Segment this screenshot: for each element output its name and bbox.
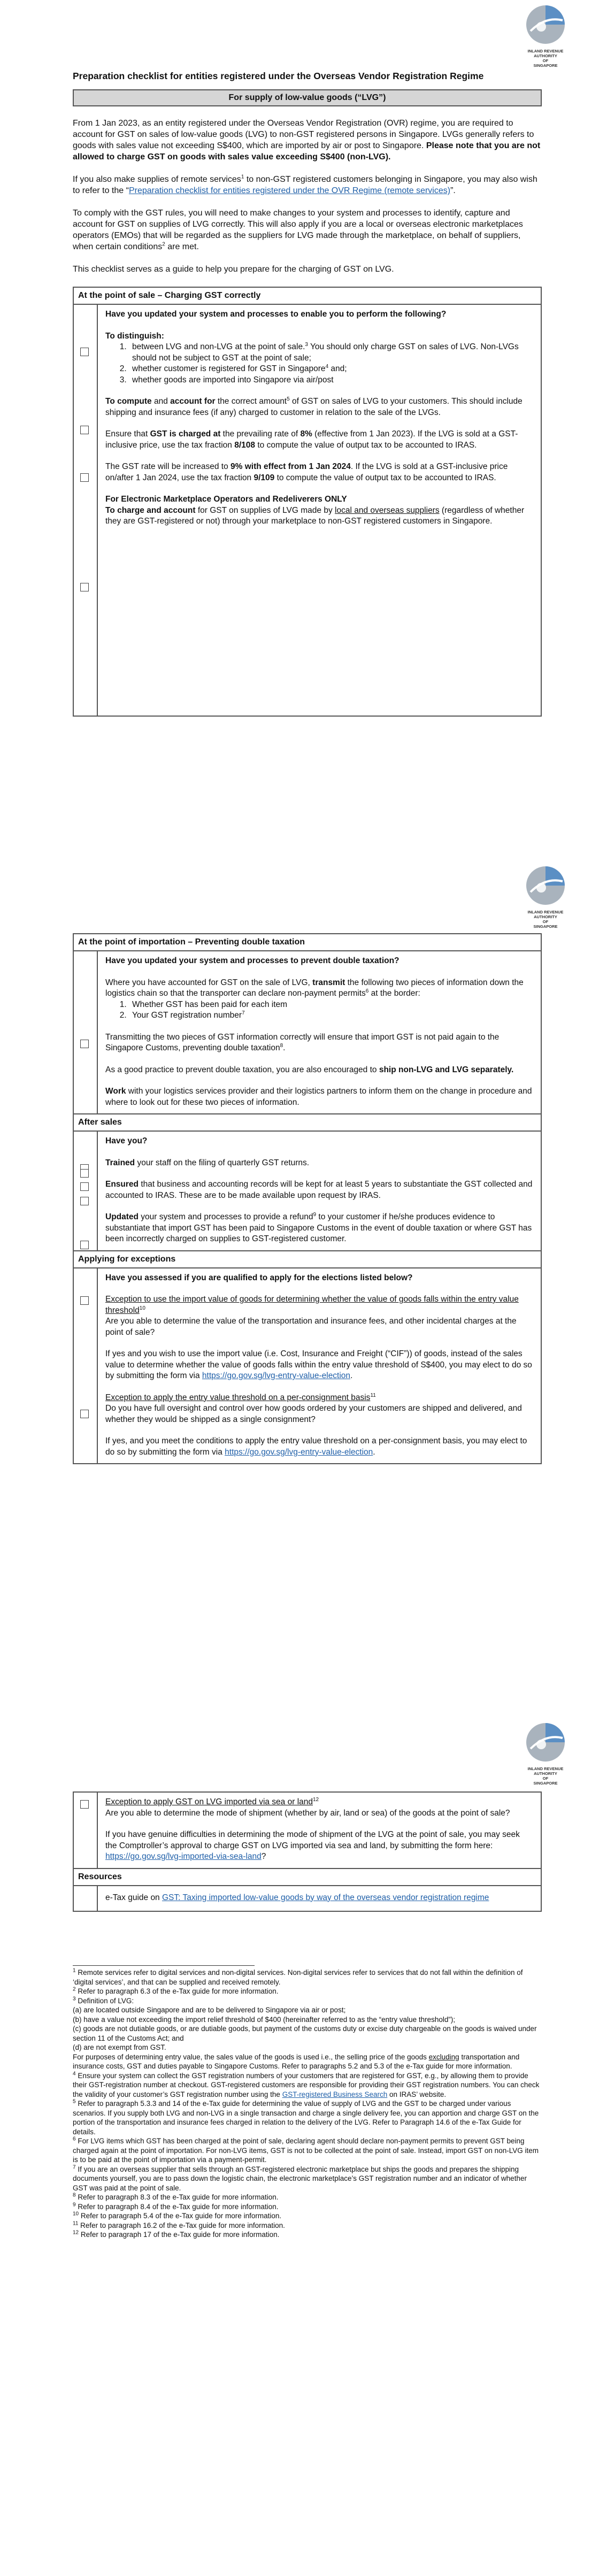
footnote-2: $^2$ Refer to paragraph 6.3 of the e-Tax guide for more information. <box>73 1986 279 1995</box>
checkbox-import-value-exception[interactable] <box>80 1296 89 1305</box>
iras-emblem-icon <box>525 865 566 906</box>
gst-business-search-link[interactable]: GST-registered Business Search <box>282 2090 388 2098</box>
per-consignment-election: If yes, and you meet the conditions to apply the entry value threshold on a per-consignment basis, you may elect to do so by submitting the form via https://go.gov.sg/lvg-entry-value-election. <box>105 1436 527 1457</box>
logo-line: INLAND REVENUE <box>527 49 564 53</box>
checkbox-refund[interactable] <box>80 1241 89 1249</box>
sea-land-form-link[interactable]: https://go.gov.sg/lvg-imported-via-sea-land <box>105 1852 262 1861</box>
after-question: Have you? <box>105 1136 148 1145</box>
footnote-10: $^{10}$ Refer to paragraph 5.4 of the e-Tax guide for more information. <box>73 2211 282 2220</box>
footnote-3-note: For purposes of determining entry value, the sales value of the goods is used i.e., the selling price of the goods excluding transportation and insurance costs, GST and duties payable to Singapore Customs. Refer to paragraphs 5.2 and 5.3 of the e-Tax guide for more information. <box>73 2052 520 2070</box>
footnote-5: $^5$ Refer to paragraph 5.3.3 and 14 of the e-Tax guide for determining the value of supply of LVG and the GST to be charged under various scenarios. If you supply both LVG and non-LVG in a single transaction and charge a single delivery fee, you can apportion and charge GST on the portion of the transportation and insurance fees charged in relation to the delivery of the LVG. Refer to Paragraph 14.6 of the e-Tax Guide for details. <box>73 2098 539 2136</box>
logo-line: OF <box>542 58 549 63</box>
footnote-3-item: (d) are not exempt from GST. <box>73 2043 166 2051</box>
footnote-4: $^4$ Ensure your system can collect the GST registration numbers of your customers that are registered for GST, e.g., by allowing them to provide their GST-registration number at checkout. GST-registered customers are responsible for providing their GST registration numbers. You can check the validity of your customer’s GST registration number using the GST-registered Business Search on IRAS’ website. <box>73 2071 540 2098</box>
import-question: Have you updated your system and processes to prevent double taxation? <box>105 956 399 965</box>
footnote-divider <box>73 1965 255 1966</box>
section-heading: Applying for exceptions <box>74 1250 541 1268</box>
transmit-note: Transmitting the two pieces of GST information correctly will ensure that import GST is not paid again to the Singapore Customs, preventing double taxation$^8$. <box>105 1032 500 1052</box>
intro-paragraph-3: To comply with the GST rules, you will need to make changes to your system and processes to identify, capture and account for GST on supplies of LVG correctly. This will also apply if you are a local or overseas electronic marketplaces operators (EMOs) that will be regarded as the suppliers for LVG made through the marketplace, on behalf of suppliers, when certain conditions$^2$ are met. <box>73 209 523 251</box>
entry-value-election-link-2[interactable]: https://go.gov.sg/lvg-entry-value-election <box>225 1447 373 1457</box>
intro-paragraph-2: If you also make supplies of remote services$^1$ to non-GST registered customers belonging in Singapore, you may also wish to refer to the “Preparation checklist for entities registered under the OVR Regime (remote services)”. <box>73 174 537 195</box>
checkbox-transmit[interactable] <box>80 1040 89 1048</box>
import-value-exception: Exception to use the import value of goods for determining whether the value of goods falls within the entry value threshold$^{10}$ Are you able to determine the value of the transportation and insurance fees, and other incidental charges at the point of sale? <box>105 1295 519 1337</box>
footnote-3-item: (b) have a value not exceeding the import relief threshold of $400 (hereinafter referred to as the “entry value threshold”); <box>73 2015 456 2024</box>
logo-line: OF <box>542 1776 549 1781</box>
distinguish-item: To distinguish: 1. between LVG and non-LVG at the point of sale.$^3$ You should only charge GST on sales of LVG. Non-LVGs should not be subject to GST at the point of sale; 2. whether customer is registered for GST in Singapore$^4$ and; 3. whether goods are imported into Singapore via air/post <box>105 331 533 386</box>
refund-item: Updated your system and processes to provide a refund$^9$ to your customer if he/she produces evidence to substantiate that import GST has been paid to Singapore Customs in the event of double taxation or where GST has been incorrectly charged on supplies to GST-registered customer. <box>105 1211 532 1243</box>
per-consignment-exception: Exception to apply the entry value threshold on a per-consignment basis$^{11}$ Do you have full oversight and control over how goods ordered by your customers are shipped and delivered, and whether they would be shipped as a single consignment? <box>105 1392 522 1424</box>
checkbox-records[interactable] <box>80 1197 89 1205</box>
intro-paragraph-4: This checklist serves as a guide to help you prepare for the charging of GST on LVG. <box>73 265 394 274</box>
logo-text <box>523 1766 568 1786</box>
logo-line: INLAND REVENUE <box>527 1766 564 1771</box>
intro-paragraph-1: From 1 Jan 2023, as an entity registered under the Overseas Vendor Registration (OVR) regime, you are required to account for GST on sales of low-value goods (LVG) to non-GST registered persons in Singapore. LVGs generally refers to goods with sales value not exceeding S$400, which are imported by air or post to Singapore. Please note that you are not allowed to charge GST on goods with sales value exceeding S$400 (non-LVG). <box>73 119 541 162</box>
iras-emblem-icon <box>525 4 566 45</box>
checkbox-gst-rate[interactable] <box>80 473 89 482</box>
sea-land-section <box>73 1791 542 1912</box>
footnote-7: $^7$ If you are an overseas supplier that sells through an GST-registered electronic marketplace but ships the goods and prepares the shipping documents yourself, you are to pass down the logistic chain, the electronic marketplace’s GST registration number and an indicator of whether GST was paid at the point of sale. <box>73 2164 527 2192</box>
compute-item: To compute and account for the correct amount$^5$ of GST on sales of LVG to your customers. This should include shipping and insurance fees (if any) charged to customer in relation to the sale of the LVGs. <box>105 396 523 417</box>
page-3-content <box>73 1791 542 2240</box>
trained-item: Trained your staff on the filing of quarterly GST returns. <box>105 1158 310 1167</box>
sea-land-application: If you have genuine difficulties in determining the mode of shipment of the LVG at the point of sale, you may seek the Comptroller’s approval to charge GST on LVG imported via sea and land, by submitting the form here: https://go.gov.sg/lvg-imported-via-sea-land? <box>105 1830 520 1861</box>
logo-line: INLAND REVENUE <box>527 910 564 914</box>
checkbox-sea-land-exception[interactable] <box>80 1800 89 1809</box>
logo-text <box>523 49 568 68</box>
checkbox-emo[interactable] <box>80 583 89 591</box>
footnote-6: $^6$ For LVG items which GST has been charged at the point of sale, declaring agent should declare non-payment permits to prevent GST being charged again at the point of importation. For non-LVG items, GST is not to be collected at the point of sale. Instead, import GST on non-LVG item is to be paid at the point of importation via a payment-permit. <box>73 2136 539 2164</box>
checkbox-compute[interactable] <box>80 426 89 434</box>
logo-text <box>523 910 568 929</box>
footnote-1: $^1$ Remote services refer to digital services and non-digital services. Non-digital services refer to services that do not fall within the definition of ‘digital services’, and that can be supplied and received remotely. <box>73 1967 523 1986</box>
footnote-9: $^9$ Refer to paragraph 8.4 of the e-Tax guide for more information. <box>73 2202 279 2211</box>
resources-item: e-Tax guide on GST: Taxing imported low-value goods by way of the overseas vendor registration regime <box>105 1893 489 1902</box>
work-logistics-item: Work with your logistics services provider and their logistics partners to inform them on the change in procedure and where to look out for these two pieces of information. <box>105 1087 532 1107</box>
logo-line: AUTHORITY <box>534 914 557 919</box>
iras-logo <box>523 865 568 929</box>
page-1-content <box>73 71 542 717</box>
lvg-banner: For supply of low-value goods (“LVG”) <box>73 89 542 106</box>
ship-separately-item: As a good practice to prevent double taxation, you are also encouraged to ship non-LVG and LVG separately. <box>105 1065 514 1074</box>
gst-rate-item: Ensure that GST is charged at the prevailing rate of 8% (effective from 1 Jan 2023). If the LVG is sold at a GST-inclusive price, use the tax fraction 8/108 to compute the value of output tax to be accounted to IRAS. <box>105 429 518 450</box>
exceptions-question: Have you assessed if you are qualified to apply for the elections listed below? <box>105 1273 413 1282</box>
checkbox-trained[interactable] <box>80 1169 89 1178</box>
footnote-3-item: (a) are located outside Singapore and are to be delivered to Singapore via air or post; <box>73 2006 346 2014</box>
section-heading: At the point of sale – Charging GST correctly <box>74 288 541 305</box>
footnote-3-item: (c) goods are not dutiable goods, or are dutiable goods, but payment of the customs duty or excise duty chargeable on the goods is waived under section 11 of the Customs Act; and <box>73 2025 537 2042</box>
import-value-election: If yes and you wish to use the import value (i.e. Cost, Insurance and Freight (“CIF”)) of goods, instead of the sales value to determine whether the value of goods falls within the entry value threshold of S$400, you may elect to do so by submitting the form via https://go.gov.sg/lvg-entry-value-election. <box>105 1349 532 1380</box>
entry-value-election-link[interactable]: https://go.gov.sg/lvg-entry-value-election <box>202 1371 351 1380</box>
logo-line: SINGAPORE <box>533 63 558 68</box>
footnotes <box>73 1968 542 2240</box>
sale-question: Have you updated your system and processes to enable you to perform the following? <box>105 310 447 319</box>
checkbox-distinguish[interactable] <box>80 348 89 356</box>
gst-rate-increase-note: The GST rate will be increased to 9% with effect from 1 Jan 2024. If the LVG is sold at a GST-inclusive price on/after 1 Jan 2024, use the tax fraction 9/109 to compute the value of output tax to be accounted to IRAS. <box>105 462 508 482</box>
emo-item: For Electronic Marketplace Operators and Redeliverers ONLY To charge and account for GST on supplies of LVG made by local and overseas suppliers (regardless of whether they are GST-registered or not) through your marketplace to non-GST registered customers in Singapore. <box>105 495 525 526</box>
logo-line: AUTHORITY <box>534 1771 557 1776</box>
remote-services-checklist-link[interactable]: Preparation checklist for entities registered under the OVR Regime (remote services) <box>128 186 451 195</box>
transmit-item: Where you have accounted for GST on the sale of LVG, transmit the following two pieces of information down the logistics chain so that the transporter can declare non-payment permits$^6$ at the border: 1. Whether GST has been paid for each item 2. Your GST registration number$^7$ <box>105 978 533 1021</box>
logo-line: SINGAPORE <box>533 924 558 929</box>
iras-logo <box>523 1722 568 1786</box>
sea-land-exception: Exception to apply GST on LVG imported via sea or land$^{12}$ Are you able to determine the mode of shipment (whether by air, land or sea) of the goods at the point of sale? <box>105 1796 510 1818</box>
etax-guide-link[interactable]: GST: Taxing imported low-value goods by way of the overseas vendor registration regime <box>162 1893 489 1902</box>
section-heading: After sales <box>74 1113 541 1132</box>
checkbox-per-consignment-exception[interactable] <box>80 1410 89 1418</box>
document-title: Preparation checklist for entities registered under the Overseas Vendor Registration Regime <box>73 71 484 81</box>
logo-line: AUTHORITY <box>534 53 557 58</box>
logo-line: SINGAPORE <box>533 1781 558 1786</box>
page-2-content <box>73 933 542 1464</box>
point-of-sale-section <box>73 287 542 717</box>
iras-logo <box>523 4 568 68</box>
records-item: Ensured that business and accounting records will be kept for at least 5 years to substantiate the GST collected and accounted to IRAS. These are to be made available upon request by IRAS. <box>105 1180 533 1200</box>
footnote-3: $^3$ Definition of LVG: <box>73 1996 134 2005</box>
footnote-12: $^{12}$ Refer to paragraph 17 of the e-Tax guide for more information. <box>73 2229 280 2239</box>
iras-emblem-icon <box>525 1722 566 1763</box>
footnote-8: $^8$ Refer to paragraph 8.3 of the e-Tax guide for more information. <box>73 2192 279 2201</box>
section-heading: At the point of importation – Preventing double taxation <box>74 934 541 951</box>
footnote-11: $^{11}$ Refer to paragraph 16.2 of the e-Tax guide for more information. <box>73 2220 285 2229</box>
importation-section <box>73 933 542 1464</box>
section-heading: Resources <box>74 1868 541 1886</box>
logo-line: OF <box>542 919 549 924</box>
